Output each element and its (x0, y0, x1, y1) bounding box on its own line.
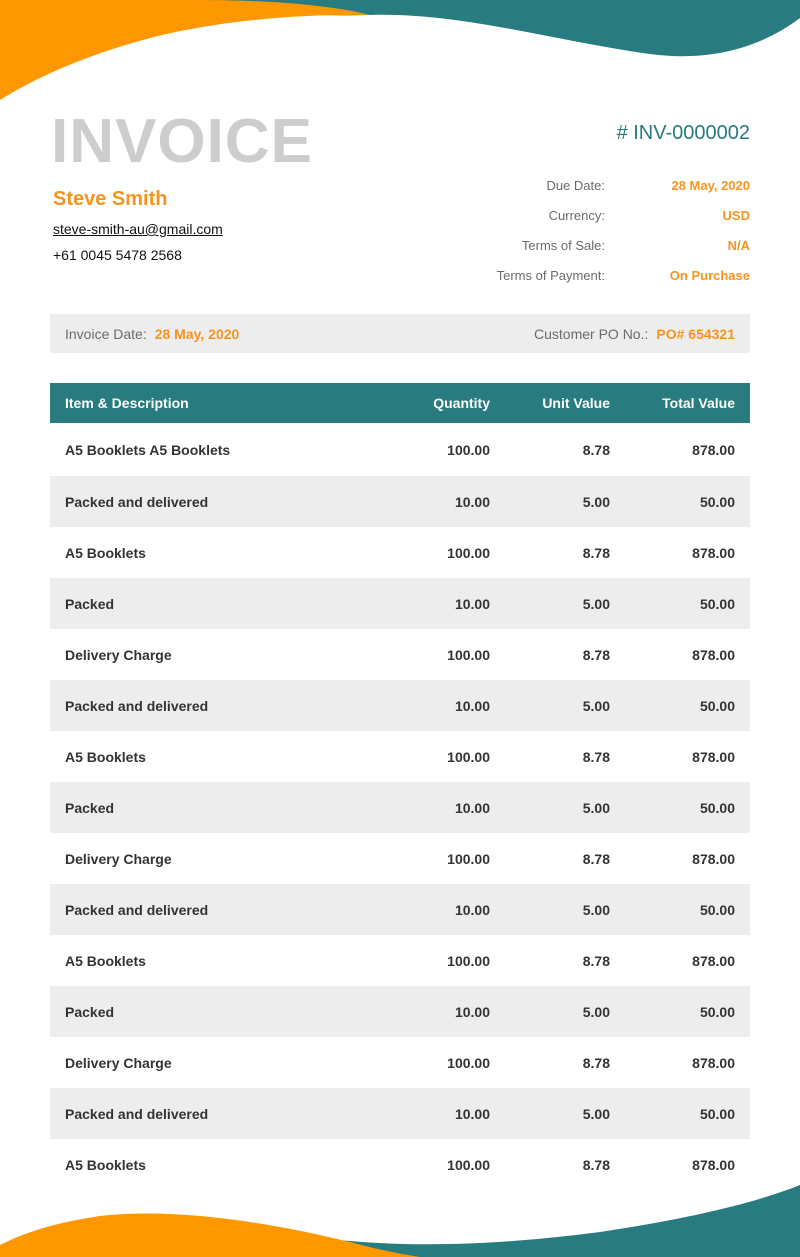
cell-item-description: Packed and delivered (65, 493, 209, 510)
cell-item-description: A5 Booklets (65, 748, 146, 765)
cell-unit-value: 5.00 (582, 1003, 610, 1020)
cell-unit-value: 5.00 (582, 799, 610, 816)
cell-item-description: Delivery Charge (65, 1054, 172, 1071)
header-item-description: Item & Description (65, 395, 189, 411)
cell-total-value: 878.00 (692, 850, 735, 867)
cell-total-value: 50.00 (699, 901, 735, 918)
cell-quantity: 100.00 (447, 952, 490, 969)
invoice-date-label: Invoice Date: (65, 325, 147, 342)
table-row (50, 527, 750, 578)
cell-item-description: Delivery Charge (65, 850, 172, 867)
cell-total-value: 878.00 (692, 1054, 735, 1071)
cell-unit-value: 5.00 (582, 901, 610, 918)
invoice-title: INVOICE (51, 107, 313, 176)
cell-total-value: 50.00 (699, 595, 735, 612)
table-row (50, 680, 750, 731)
cell-total-value: 878.00 (692, 1156, 735, 1173)
cell-unit-value: 8.78 (582, 441, 610, 458)
cell-item-description: A5 Booklets (65, 544, 146, 561)
header-total-value: Total Value (662, 395, 735, 411)
cell-unit-value: 8.78 (582, 850, 610, 867)
header-quantity: Quantity (433, 395, 490, 411)
cell-item-description: Packed and delivered (65, 697, 209, 714)
customer-po-label: Customer PO No.: (534, 325, 649, 342)
meta-row-terms-of-payment (470, 260, 750, 290)
cell-unit-value: 8.78 (582, 748, 610, 765)
cell-quantity: 100.00 (447, 646, 490, 663)
customer-po (534, 326, 750, 342)
cell-total-value: 878.00 (692, 748, 735, 765)
cell-quantity: 10.00 (454, 697, 490, 714)
table-row (50, 986, 750, 1037)
table-row (50, 935, 750, 986)
meta-value: USD (722, 207, 750, 223)
table-row (50, 476, 750, 527)
customer-po-value: PO# 654321 (656, 325, 735, 342)
cell-item-description: A5 Booklets (65, 952, 146, 969)
table-row (50, 629, 750, 680)
invoice-number: # INV-0000002 (616, 122, 750, 144)
cell-unit-value: 5.00 (582, 493, 610, 510)
cell-unit-value: 5.00 (582, 595, 610, 612)
footer-wave-decoration (0, 1170, 800, 1257)
cell-total-value: 878.00 (692, 646, 735, 663)
meta-label: Terms of Payment: (496, 267, 605, 283)
invoice-date-value: 28 May, 2020 (154, 325, 240, 342)
cell-total-value: 50.00 (699, 1105, 735, 1122)
table-row (50, 1037, 750, 1088)
meta-label: Currency: (548, 207, 605, 223)
cell-unit-value: 8.78 (582, 1156, 610, 1173)
header-wave-decoration (0, 0, 800, 110)
line-items-table (50, 383, 750, 1190)
cell-total-value: 878.00 (692, 441, 735, 458)
cell-total-value: 878.00 (692, 952, 735, 969)
sender-phone: +61 0045 5478 2568 (53, 247, 182, 263)
meta-value: N/A (727, 237, 750, 253)
table-row (50, 1088, 750, 1139)
cell-total-value: 50.00 (699, 799, 735, 816)
cell-quantity: 10.00 (454, 595, 490, 612)
cell-item-description: Packed (65, 595, 115, 612)
cell-quantity: 10.00 (454, 1105, 490, 1122)
cell-quantity: 10.00 (454, 493, 490, 510)
cell-quantity: 100.00 (447, 544, 490, 561)
meta-row-terms-of-sale (470, 230, 750, 260)
cell-item-description: A5 Booklets (65, 1156, 146, 1173)
meta-label: Terms of Sale: (521, 237, 605, 253)
cell-total-value: 50.00 (699, 493, 735, 510)
cell-item-description: Packed (65, 799, 115, 816)
invoice-date (50, 326, 239, 342)
table-row (50, 578, 750, 629)
cell-quantity: 10.00 (454, 799, 490, 816)
cell-unit-value: 8.78 (582, 646, 610, 663)
cell-unit-value: 5.00 (582, 1105, 610, 1122)
table-header-row (50, 383, 750, 423)
cell-quantity: 100.00 (447, 1054, 490, 1071)
table-row (50, 782, 750, 833)
cell-item-description: Delivery Charge (65, 646, 172, 663)
cell-total-value: 50.00 (699, 1003, 735, 1020)
cell-quantity: 100.00 (447, 850, 490, 867)
cell-unit-value: 8.78 (582, 544, 610, 561)
meta-value: 28 May, 2020 (671, 177, 750, 193)
cell-total-value: 878.00 (692, 544, 735, 561)
cell-total-value: 50.00 (699, 697, 735, 714)
cell-quantity: 10.00 (454, 1003, 490, 1020)
table-row (50, 423, 750, 476)
cell-item-description: Packed and delivered (65, 901, 209, 918)
table-row (50, 731, 750, 782)
invoice-meta (470, 170, 750, 290)
meta-row-due-date (470, 170, 750, 200)
sender-email-link[interactable]: steve-smith-au@gmail.com (53, 221, 223, 237)
meta-label: Due Date: (546, 177, 605, 193)
cell-item-description: Packed (65, 1003, 115, 1020)
cell-quantity: 10.00 (454, 901, 490, 918)
header-unit-value: Unit Value (542, 395, 610, 411)
cell-item-description: Packed and delivered (65, 1105, 209, 1122)
cell-unit-value: 8.78 (582, 952, 610, 969)
cell-quantity: 100.00 (447, 748, 490, 765)
cell-quantity: 100.00 (447, 1156, 490, 1173)
orange-wave-bottom (0, 1214, 420, 1257)
orange-wave-top (0, 0, 370, 100)
meta-value: On Purchase (669, 267, 750, 283)
meta-row-currency (470, 200, 750, 230)
cell-unit-value: 8.78 (582, 1054, 610, 1071)
cell-unit-value: 5.00 (582, 697, 610, 714)
cell-quantity: 100.00 (447, 441, 490, 458)
sender-name: Steve Smith (53, 188, 168, 210)
table-row (50, 884, 750, 935)
table-row (50, 833, 750, 884)
invoice-info-bar (50, 314, 750, 353)
cell-item-description: A5 Booklets A5 Booklets (65, 441, 231, 458)
